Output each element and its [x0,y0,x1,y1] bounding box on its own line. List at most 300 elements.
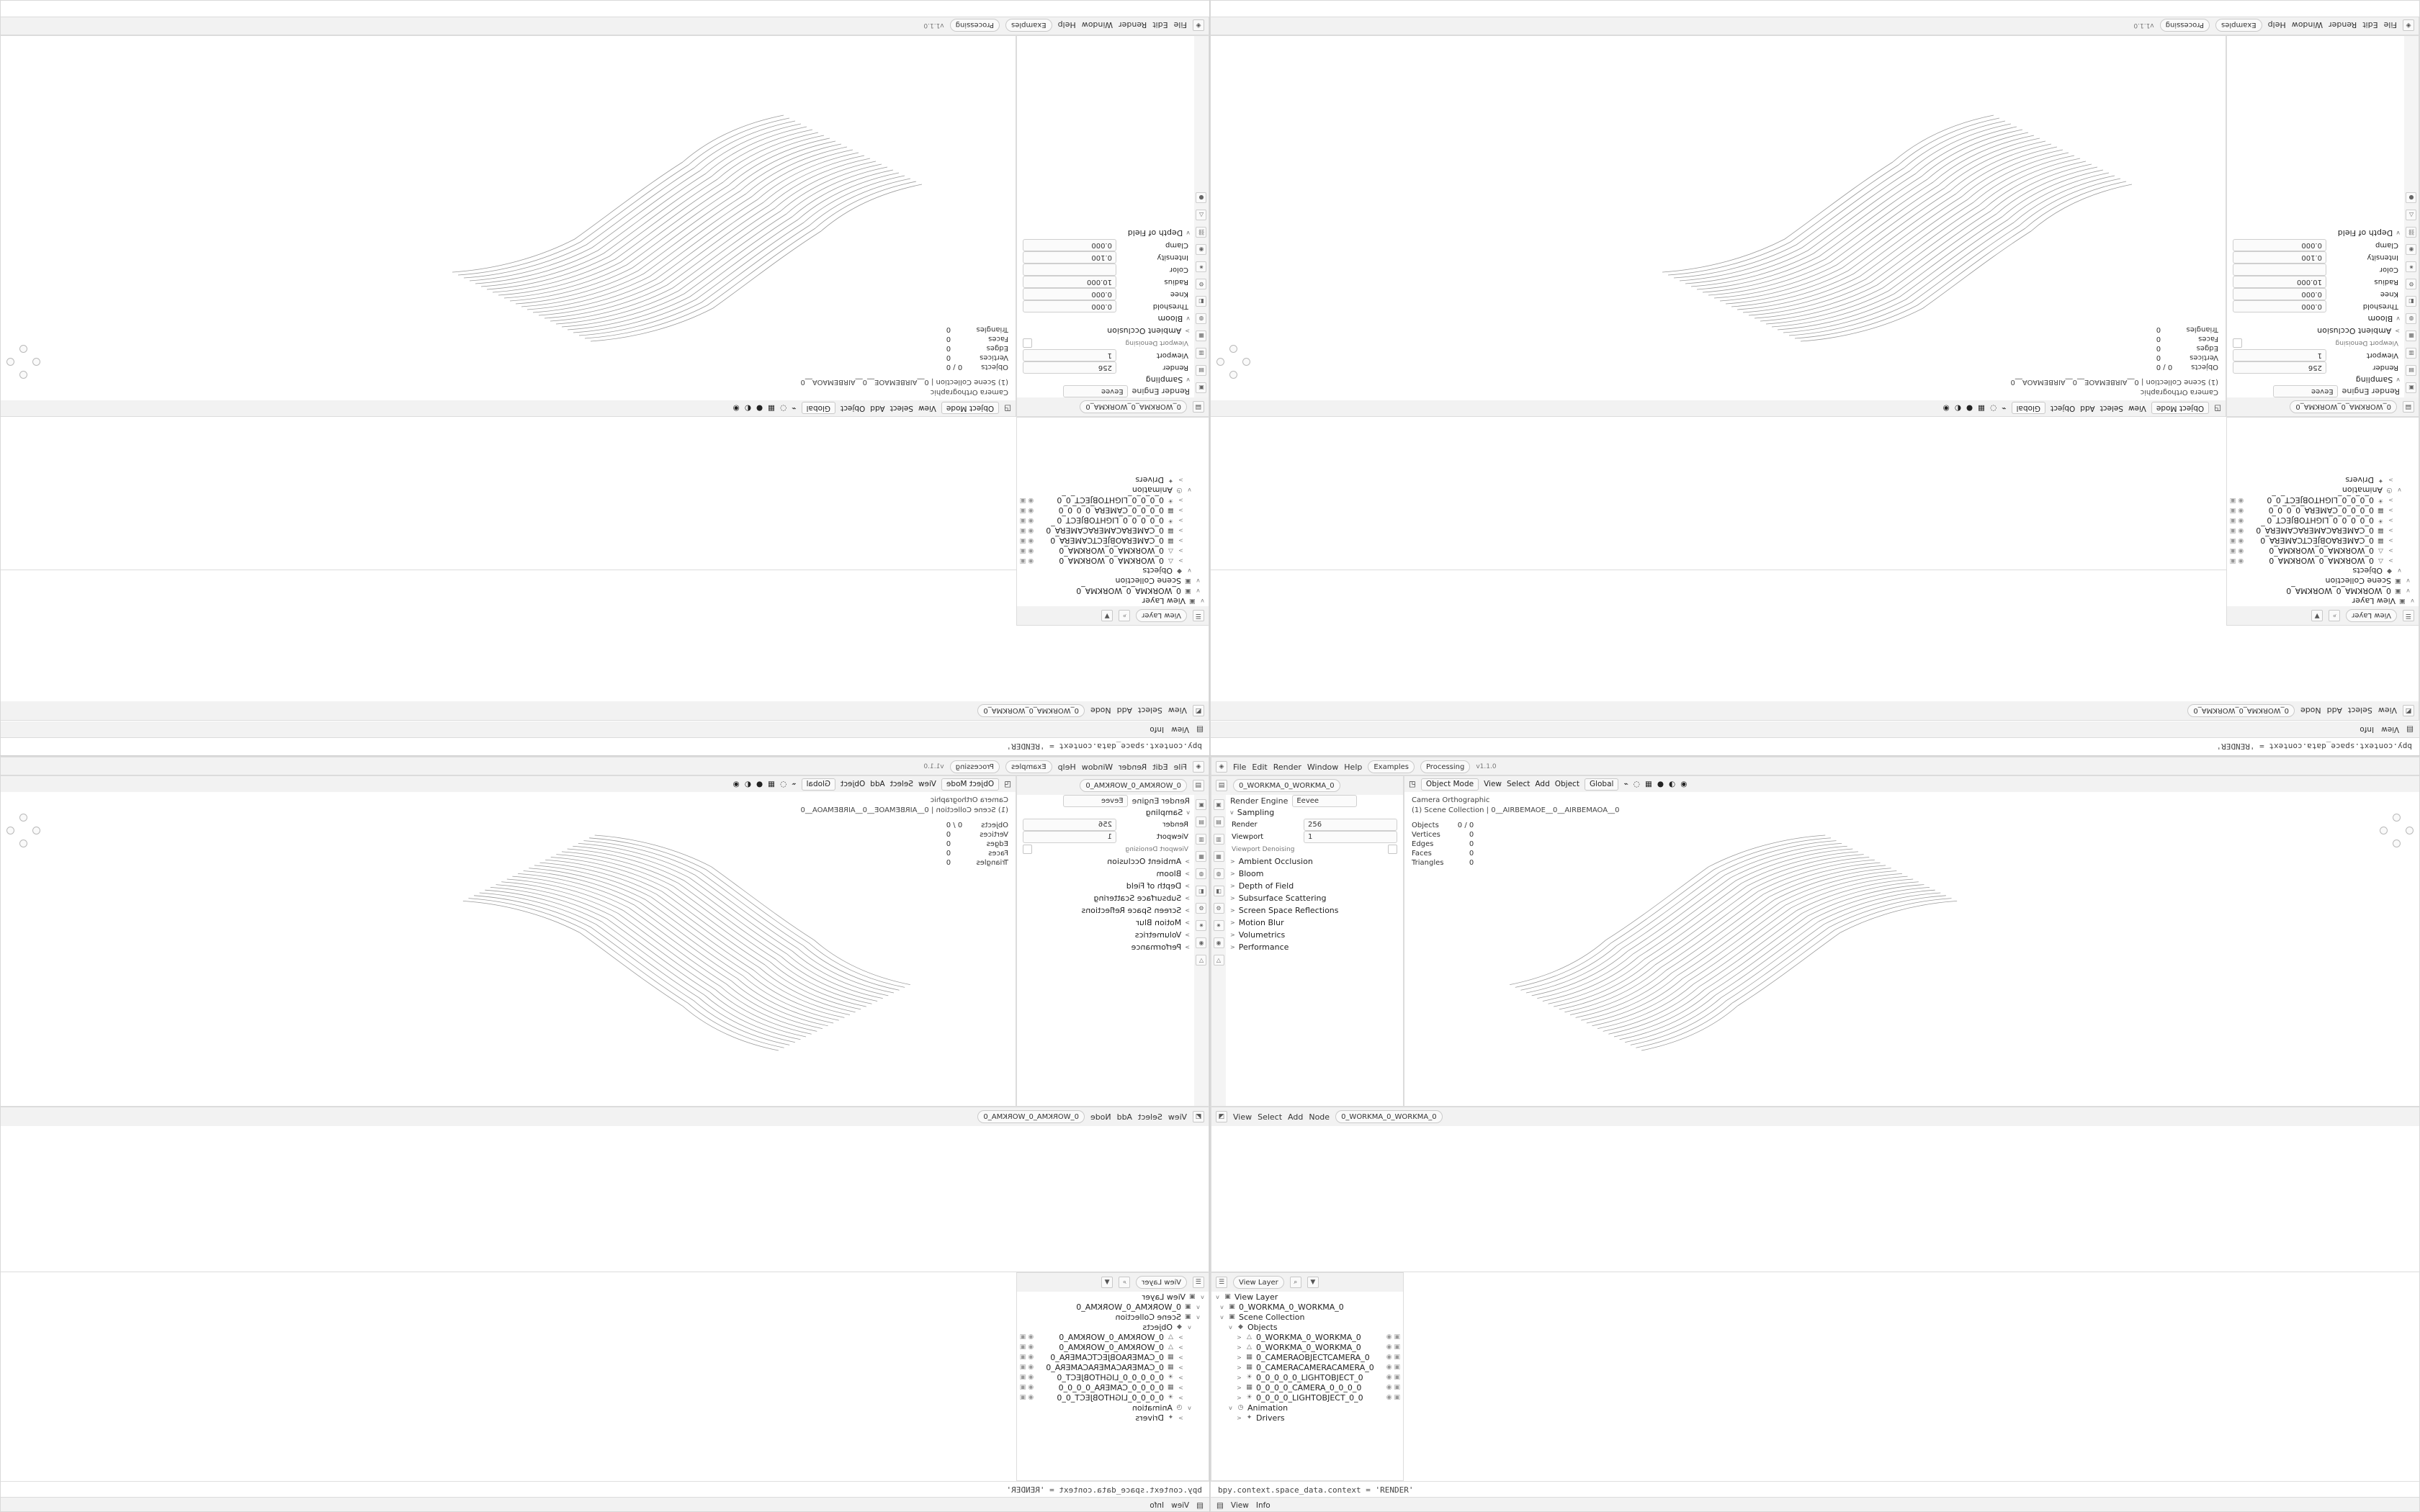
list-item[interactable]: > ☀ 0_0_0_0_0_LIGHTOBJECT_0 ◉ ▣ [1237,1372,1400,1382]
section-performance[interactable]: > Performance [1230,942,1289,952]
sampling-render-row[interactable] [2227,361,2404,374]
outliner-tree[interactable] [2227,418,2419,606]
tab-particles[interactable]: ✷ [1196,261,1207,272]
editor-type-icon[interactable]: ◩ [2403,705,2414,716]
properties-body[interactable] [2227,36,2404,397]
section-bloom[interactable]: > Bloom [1156,869,1190,878]
viewport-menu-select[interactable]: Select [889,780,913,788]
solid-icon[interactable]: ● [1657,780,1664,788]
render-engine-row[interactable] [2227,386,2404,397]
viewport-menu-view[interactable]: View [918,404,936,413]
list-item[interactable]: > ▦ 0_0_0_0_CAMERA_0_0_0_0 ◉ ▣ [1237,1382,1400,1392]
tab-physics[interactable]: ◉ [1196,244,1207,255]
section-depth-of-field[interactable]: > Depth of Field [1126,881,1190,891]
topbar-menu-edit[interactable]: Edit [1252,762,1268,772]
sampling-viewport-row[interactable] [1017,349,1194,361]
editor-type-icon[interactable]: ▤ [1193,780,1204,791]
tab-world[interactable]: ◍ [1196,868,1207,879]
list-item[interactable]: v ◷ Animation [1017,485,1209,495]
tab-scene[interactable]: ▦ [2406,330,2417,341]
editor-type-icon[interactable]: ▤ [2403,401,2414,413]
wireframe-icon[interactable]: ▦ [768,404,776,413]
list-item[interactable]: > ✦ Drivers [1017,1413,1209,1423]
bloom-color-value[interactable] [2233,264,2326,276]
list-item[interactable]: > ▦ 0_CAMERAOBJECTCAMERA_0 ◉ ▣ [1020,536,1183,546]
tab-world[interactable]: ◍ [1196,313,1207,324]
list-item[interactable]: > △ 0_WORKMA_0_WORKMA_0 ◉ ▣ [1020,1342,1183,1352]
viewport-canvas[interactable] [1404,792,2420,1106]
properties-breadcrumb[interactable]: 0_WORKMA_0_WORKMA_0 [2290,400,2397,413]
list-item[interactable]: > ✦ Drivers [2227,475,2419,485]
render-engine-row[interactable] [1226,795,1403,806]
section-ambient-occlusion[interactable]: > Ambient Occlusion [1107,326,1190,336]
viewport-menu-add[interactable]: Add [870,404,885,413]
bloom-radius-value[interactable]: 10.000 [2233,276,2326,288]
search-icon[interactable]: ⌕ [1290,1277,1301,1288]
tab-render[interactable]: ▣ [1196,382,1207,393]
topbar-menu-help[interactable]: Help [1057,762,1076,772]
properties-tab-strip[interactable] [1211,795,1227,1106]
tab-physics[interactable]: ◉ [1214,937,1224,948]
list-item[interactable]: v ◆ Objects [1211,1322,1403,1332]
topbar-menu-help[interactable]: Help [2267,20,2286,30]
blender-logo-icon[interactable]: ◈ [2403,19,2414,31]
bloom-intensity-value[interactable]: 0.100 [1023,251,1116,264]
magnet-icon[interactable]: ⌁ [792,780,797,788]
viewport-menu-add[interactable]: Add [2080,404,2095,413]
list-item[interactable]: v ▣ Scene Collection [1211,1312,1403,1322]
section-subsurface-scattering[interactable]: > Subsurface Scattering [1093,894,1190,903]
workspace-tab-examples[interactable]: Examples [2215,19,2262,32]
section-sampling[interactable]: v Sampling [2355,375,2400,384]
navigation-gizmo[interactable] [7,814,40,847]
node-editor-canvas[interactable] [0,1126,1209,1272]
list-item[interactable]: > ✦ Drivers [1017,475,1209,485]
properties-breadcrumb[interactable]: 0_WORKMA_0_WORKMA_0 [1080,400,1187,413]
transform-orientation-selector[interactable] [802,778,836,791]
console-menu-view[interactable]: View [1171,725,1190,734]
editor-type-icon[interactable]: ☰ [1193,1277,1204,1288]
list-item[interactable]: > ☀ 0_0_0_0_0_LIGHTOBJECT_0 ◉ ▣ [1020,1372,1183,1382]
bloom-color-value[interactable] [1023,264,1116,276]
blender-logo-icon[interactable]: ◈ [1193,19,1204,31]
workspace-tab-processing[interactable]: Processing [950,19,1000,32]
viewport-denoising-checkbox[interactable] [1388,845,1397,854]
workspace-tab-processing[interactable]: Processing [2160,19,2210,32]
navigation-gizmo[interactable] [7,346,40,379]
editor-type-icon[interactable]: ◳ [1004,780,1011,788]
editor-type-icon[interactable]: ◩ [1216,1111,1227,1122]
list-item[interactable]: > ▦ 0_CAMERACAMERACAMERA_0 ◉ ▣ [1020,526,1183,536]
list-item[interactable]: v ▣ 0_WORKMA_0_WORKMA_0 [1017,586,1209,596]
bloom-intensity-value[interactable]: 0.100 [2233,251,2326,264]
properties-breadcrumb[interactable]: 0_WORKMA_0_WORKMA_0 [1080,779,1187,792]
editor-type-icon[interactable]: ☰ [1193,610,1204,621]
topbar-menu-render[interactable]: Render [2329,20,2357,30]
transform-orientation-selector[interactable] [1585,778,1619,791]
editor-type-icon[interactable]: ☰ [2403,610,2414,621]
bloom-intensity-row[interactable] [2227,251,2404,264]
transform-orientation-selector[interactable] [802,402,836,415]
tab-view-layer[interactable]: ▥ [1196,834,1207,845]
rendered-icon[interactable]: ◉ [732,404,740,413]
list-item[interactable]: > △ 0_WORKMA_0_WORKMA_0 ◉ ▣ [2230,546,2393,556]
tab-particles[interactable]: ✷ [1214,920,1224,931]
properties-tab-strip[interactable] [1193,36,1209,397]
editor-type-icon[interactable]: ◩ [1193,705,1204,716]
editor-type-icon[interactable]: ▤ [1196,725,1204,734]
blender-logo-icon[interactable]: ◈ [1216,761,1227,773]
tab-object[interactable]: ◧ [1196,886,1207,896]
bloom-intensity-row[interactable] [1017,251,1194,264]
list-item[interactable]: > △ 0_WORKMA_0_WORKMA_0 ◉ ▣ [1237,1332,1400,1342]
topbar-menu-window[interactable]: Window [2291,20,2323,30]
editor-type-icon[interactable]: ☰ [1216,1277,1227,1288]
bloom-threshold-value[interactable]: 0.000 [2233,300,2326,312]
section-ambient-occlusion[interactable]: > Ambient Occlusion [2317,326,2400,336]
list-item[interactable]: > ▦ 0_0_0_0_CAMERA_0_0_0_0 ◉ ▣ [1020,505,1183,516]
section-bloom[interactable]: v Bloom [1157,314,1190,323]
properties-body[interactable] [1017,795,1194,1106]
bloom-threshold-row[interactable] [1017,300,1194,312]
outliner-display-mode[interactable]: View Layer [1233,1276,1284,1289]
rendered-icon[interactable]: ◉ [732,780,740,788]
viewport-menu-object[interactable]: Object [841,404,866,413]
editor-type-icon[interactable]: ◳ [1004,404,1011,413]
tab-view-layer[interactable]: ▥ [1196,348,1207,359]
sampling-viewport-row[interactable] [1226,831,1403,843]
editor-type-icon[interactable]: ◩ [1193,1111,1204,1122]
sampling-viewport-value[interactable]: 1 [1023,831,1116,843]
section-sampling[interactable]: v Sampling [1230,808,1275,817]
tab-scene[interactable]: ▦ [1196,330,1207,341]
material-icon[interactable]: ◐ [1954,404,1961,413]
workspace-tab-examples[interactable]: Examples [1005,760,1052,773]
console-menu-view[interactable]: View [1171,1501,1190,1510]
topbar-menu-file[interactable]: File [1173,762,1187,772]
node-menu-view[interactable]: View [1233,1112,1252,1122]
node-menu-view[interactable]: View [1168,706,1187,716]
section-screen-space-reflections[interactable]: > Screen Space Reflections [1230,906,1339,915]
list-item[interactable]: v ▣ Scene Collection [2227,576,2419,586]
bloom-threshold-value[interactable]: 0.000 [1023,300,1116,312]
list-item[interactable]: > △ 0_WORKMA_0_WORKMA_0 ◉ ▣ [1020,546,1183,556]
list-item[interactable]: > ▦ 0_CAMERACAMERACAMERA_0 ◉ ▣ [2230,526,2393,536]
bloom-threshold-row[interactable] [2227,300,2404,312]
section-screen-space-reflections[interactable]: > Screen Space Reflections [1081,906,1190,915]
navigation-gizmo[interactable] [1217,346,1250,379]
node-menu-node[interactable]: Node [1090,706,1111,716]
topbar-menu-help[interactable]: Help [1057,20,1076,30]
node-editor-canvas[interactable] [1211,1126,2420,1272]
tab-data[interactable]: △ [1196,955,1207,966]
list-item[interactable]: > ☀ 0_0_0_0_LIGHTOBJECT_0_0 ◉ ▣ [2230,495,2393,505]
viewport-menu-view[interactable]: View [1484,780,1502,788]
list-item[interactable]: > ✦ Drivers [1211,1413,1403,1423]
tab-object[interactable]: ◧ [1196,296,1207,307]
viewport-denoising-row[interactable] [1226,843,1403,855]
properties-breadcrumb[interactable]: 0_WORKMA_0_WORKMA_0 [1233,779,1340,792]
viewport-canvas[interactable] [0,792,1016,1106]
filter-icon[interactable]: ▼ [2311,610,2323,621]
node-breadcrumb[interactable]: 0_WORKMA_0_WORKMA_0 [977,704,1085,717]
viewport-menu-select[interactable]: Select [1507,780,1531,788]
section-bloom[interactable]: > Bloom [1230,869,1264,878]
viewport-denoising-row[interactable] [1017,843,1194,855]
outliner-display-mode[interactable]: View Layer [1136,609,1187,622]
material-icon[interactable]: ◐ [1669,780,1676,788]
editor-type-icon[interactable]: ▤ [1216,1501,1224,1510]
topbar-menu-window[interactable]: Window [1081,762,1113,772]
search-icon[interactable]: ⌕ [1119,1277,1130,1288]
section-subsurface-scattering[interactable]: > Subsurface Scattering [1230,894,1327,903]
tab-output[interactable]: ▤ [1214,816,1224,827]
viewport-canvas[interactable] [1210,36,2226,400]
node-menu-node[interactable]: Node [1090,1112,1111,1122]
sampling-viewport-value[interactable]: 1 [1304,831,1397,843]
proportional-edit-icon[interactable]: ◌ [1633,780,1640,788]
list-item[interactable]: v ▣ Scene Collection [1017,1312,1209,1322]
topbar-menu-help[interactable]: Help [1344,762,1363,772]
tab-render[interactable]: ▣ [1196,799,1207,810]
section-bloom[interactable]: v Bloom [2367,314,2400,323]
topbar-menu-file[interactable]: File [1233,762,1247,772]
outliner-tree[interactable] [1017,418,1209,606]
tab-data[interactable]: △ [1214,955,1224,966]
viewport-denoising-checkbox[interactable] [1023,338,1032,348]
section-motion-blur[interactable]: > Motion Blur [1230,918,1284,927]
bloom-clamp-value[interactable]: 0.000 [1023,239,1116,251]
section-sampling[interactable]: v Sampling [1145,808,1190,817]
list-item[interactable]: > ▦ 0_CAMERAOBJECTCAMERA_0 ◉ ▣ [1020,1352,1183,1362]
navigation-gizmo[interactable] [2380,814,2413,847]
list-item[interactable]: v ▣ 0_WORKMA_0_WORKMA_0 [1017,1302,1209,1312]
viewport-denoising-row[interactable] [2227,337,2404,349]
tab-data[interactable]: △ [1196,210,1207,220]
magnet-icon[interactable]: ⌁ [2002,404,2007,413]
object-mode-selector[interactable] [2151,402,2209,415]
list-item[interactable]: > ☀ 0_0_0_0_LIGHTOBJECT_0_0 ◉ ▣ [1237,1392,1400,1403]
tab-object[interactable]: ◧ [2406,296,2417,307]
tab-particles[interactable]: ✷ [2406,261,2417,272]
list-item[interactable]: > △ 0_WORKMA_0_WORKMA_0 ◉ ▣ [2230,556,2393,566]
tab-particles[interactable]: ✷ [1196,920,1207,931]
section-ambient-occlusion[interactable]: > Ambient Occlusion [1230,857,1313,866]
node-breadcrumb[interactable]: 0_WORKMA_0_WORKMA_0 [977,1110,1085,1123]
search-icon[interactable]: ⌕ [1119,610,1130,621]
list-item[interactable]: > ▦ 0_0_0_0_CAMERA_0_0_0_0 ◉ ▣ [2230,505,2393,516]
sampling-render-value[interactable]: 256 [1304,819,1397,831]
sampling-render-row[interactable] [1017,819,1194,831]
section-performance[interactable]: > Performance [1131,942,1190,952]
filter-icon[interactable]: ▼ [1101,1277,1113,1288]
list-item[interactable]: v ▣ View Layer [1211,1292,1403,1302]
section-sampling[interactable]: v Sampling [1145,375,1190,384]
bloom-knee-value[interactable]: 0.000 [2233,288,2326,300]
tab-scene[interactable]: ▦ [1196,851,1207,862]
workspace-tab-examples[interactable]: Examples [1368,760,1415,773]
node-breadcrumb[interactable]: 0_WORKMA_0_WORKMA_0 [1335,1110,1443,1123]
solid-icon[interactable]: ● [756,780,763,788]
blender-logo-icon[interactable]: ◈ [1193,761,1204,773]
sampling-viewport-value[interactable]: 1 [2233,349,2326,361]
tab-constraints[interactable]: ⛓ [2406,227,2417,238]
list-item[interactable]: v ◷ Animation [1211,1403,1403,1413]
render-engine-row[interactable] [1017,386,1194,397]
sampling-viewport-row[interactable] [1017,831,1194,843]
list-item[interactable]: > ▦ 0_0_0_0_CAMERA_0_0_0_0 ◉ ▣ [1020,1382,1183,1392]
viewport-menu-select[interactable]: Select [2099,404,2123,413]
topbar-menu-edit[interactable]: Edit [1152,762,1168,772]
tab-modifier[interactable]: ⚙ [1214,903,1224,914]
node-menu-node[interactable]: Node [2300,706,2321,716]
node-menu-view[interactable]: View [1168,1112,1187,1122]
list-item[interactable]: v ▣ Scene Collection [1017,576,1209,586]
list-item[interactable]: > ☀ 0_0_0_0_0_LIGHTOBJECT_0 ◉ ▣ [2230,516,2393,526]
tab-render[interactable]: ▣ [1214,799,1224,810]
bloom-color-row[interactable] [2227,264,2404,276]
tab-world[interactable]: ◍ [1214,868,1224,879]
node-menu-select[interactable]: Select [1137,1112,1162,1122]
topbar-menu-file[interactable]: File [2383,20,2397,30]
outliner-display-mode[interactable]: View Layer [2346,609,2397,622]
bloom-clamp-row[interactable] [1017,239,1194,251]
editor-type-icon[interactable]: ◳ [1409,780,1416,788]
viewport-menu-select[interactable]: Select [889,404,913,413]
viewport-menu-view[interactable]: View [2128,404,2146,413]
editor-type-icon[interactable]: ▤ [1193,401,1204,413]
list-item[interactable]: > ☀ 0_0_0_0_LIGHTOBJECT_0_0 ◉ ▣ [1020,1392,1183,1403]
node-menu-add[interactable]: Add [1288,1112,1304,1122]
list-item[interactable]: v ▣ View Layer [1017,596,1209,606]
tab-view-layer[interactable]: ▥ [1214,834,1224,845]
topbar-menu-render[interactable]: Render [1119,762,1147,772]
rendered-icon[interactable]: ◉ [1942,404,1950,413]
object-mode-selector[interactable] [941,778,999,791]
tab-scene[interactable]: ▦ [1214,851,1224,862]
viewport-menu-object[interactable]: Object [2051,404,2076,413]
list-item[interactable]: v ◆ Objects [1017,1322,1209,1332]
rendered-icon[interactable]: ◉ [1680,780,1688,788]
tab-render[interactable]: ▣ [2406,382,2417,393]
section-volumetrics[interactable]: > Volumetrics [1230,930,1286,940]
workspace-tab-processing[interactable]: Processing [950,760,1000,773]
editor-type-icon[interactable]: ▤ [1196,1501,1204,1510]
topbar-menu-window[interactable]: Window [1307,762,1339,772]
tab-constraints[interactable]: ⛓ [1196,227,1207,238]
topbar-menu-edit[interactable]: Edit [1152,20,1168,30]
tab-world[interactable]: ◍ [2406,313,2417,324]
list-item[interactable]: > ▦ 0_CAMERAOBJECTCAMERA_0 ◉ ▣ [1237,1352,1400,1362]
outliner-tree[interactable] [1211,1292,1403,1480]
node-menu-add[interactable]: Add [2326,706,2342,716]
filter-icon[interactable]: ▼ [1307,1277,1319,1288]
solid-icon[interactable]: ● [1966,404,1973,413]
viewport-denoising-checkbox[interactable] [1023,845,1032,854]
console-menu-view[interactable]: View [1230,1501,1249,1510]
properties-body[interactable] [1017,36,1194,397]
console-menu-info[interactable]: Info [1150,725,1165,734]
list-item[interactable]: > ▦ 0_CAMERACAMERACAMERA_0 ◉ ▣ [1020,1362,1183,1372]
section-depth-of-field[interactable]: v Depth of Field [2337,228,2400,238]
tab-output[interactable]: ▤ [1196,365,1207,376]
node-breadcrumb[interactable]: 0_WORKMA_0_WORKMA_0 [2187,704,2295,717]
topbar-menu-file[interactable]: File [1173,20,1187,30]
list-item[interactable]: v ◷ Animation [2227,485,2419,495]
bloom-clamp-row[interactable] [2227,239,2404,251]
search-icon[interactable]: ⌕ [2329,610,2340,621]
node-menu-select[interactable]: Select [2347,706,2372,716]
topbar-menu-render[interactable]: Render [1119,20,1147,30]
render-engine-row[interactable] [1017,795,1194,806]
sampling-render-row[interactable] [1226,819,1403,831]
proportional-edit-icon[interactable]: ◌ [1990,404,1997,413]
filter-icon[interactable]: ▼ [1101,610,1113,621]
render-engine-value[interactable]: Eevee [2273,386,2338,398]
topbar-menu-window[interactable]: Window [1081,20,1113,30]
sampling-render-value[interactable]: 256 [1023,361,1116,374]
section-depth-of-field[interactable]: v Depth of Field [1127,228,1190,238]
editor-type-icon[interactable]: ▤ [2406,725,2414,734]
list-item[interactable]: v ▣ View Layer [2227,596,2419,606]
console-menu-info[interactable]: Info [2360,725,2375,734]
transform-orientation-selector[interactable] [2012,402,2046,415]
viewport-menu-add[interactable]: Add [1535,780,1550,788]
sampling-render-row[interactable] [1017,361,1194,374]
editor-type-icon[interactable]: ▤ [1216,780,1227,791]
bloom-knee-row[interactable] [1017,288,1194,300]
list-item[interactable]: > ▦ 0_CAMERACAMERACAMERA_0 ◉ ▣ [1237,1362,1400,1372]
tab-material[interactable]: ● [1196,192,1207,203]
list-item[interactable]: > △ 0_WORKMA_0_WORKMA_0 ◉ ▣ [1237,1342,1400,1352]
list-item[interactable]: > ☀ 0_0_0_0_0_LIGHTOBJECT_0 ◉ ▣ [1020,516,1183,526]
wireframe-icon[interactable]: ▦ [768,780,776,788]
object-mode-selector[interactable] [1421,778,1479,791]
bloom-color-row[interactable] [1017,264,1194,276]
list-item[interactable]: v ▣ 0_WORKMA_0_WORKMA_0 [1211,1302,1403,1312]
viewport-denoising-row[interactable] [1017,337,1194,349]
sampling-viewport-row[interactable] [2227,349,2404,361]
bloom-knee-row[interactable] [2227,288,2404,300]
bloom-radius-value[interactable]: 10.000 [1023,276,1116,288]
topbar-menu-edit[interactable]: Edit [2362,20,2378,30]
list-item[interactable]: > △ 0_WORKMA_0_WORKMA_0 ◉ ▣ [1020,1332,1183,1342]
properties-tab-strip[interactable] [1193,795,1209,1106]
object-mode-selector[interactable] [941,402,999,415]
render-engine-value[interactable]: Eevee [1292,795,1357,807]
tab-output[interactable]: ▤ [1196,816,1207,827]
node-menu-add[interactable]: Add [1116,706,1132,716]
bloom-radius-row[interactable] [1017,276,1194,288]
workspace-tab-processing[interactable]: Processing [1420,760,1470,773]
tab-physics[interactable]: ◉ [2406,244,2417,255]
list-item[interactable]: > ▦ 0_CAMERAOBJECTCAMERA_0 ◉ ▣ [2230,536,2393,546]
magnet-icon[interactable]: ⌁ [792,404,797,413]
tab-object[interactable]: ◧ [1214,886,1224,896]
tab-modifier[interactable]: ⚙ [1196,903,1207,914]
bloom-clamp-value[interactable]: 0.000 [2233,239,2326,251]
properties-body[interactable] [1226,795,1403,1106]
tab-data[interactable]: △ [2406,210,2417,220]
proportional-edit-icon[interactable]: ◌ [780,404,787,413]
sampling-render-value[interactable]: 256 [2233,361,2326,374]
section-motion-blur[interactable]: > Motion Blur [1136,918,1190,927]
list-item[interactable]: > ☀ 0_0_0_0_LIGHTOBJECT_0_0 ◉ ▣ [1020,495,1183,505]
topbar-menu-render[interactable]: Render [1273,762,1301,772]
material-icon[interactable]: ◐ [744,780,751,788]
viewport-denoising-checkbox[interactable] [2233,338,2242,348]
editor-type-icon[interactable]: ◳ [2214,404,2221,413]
